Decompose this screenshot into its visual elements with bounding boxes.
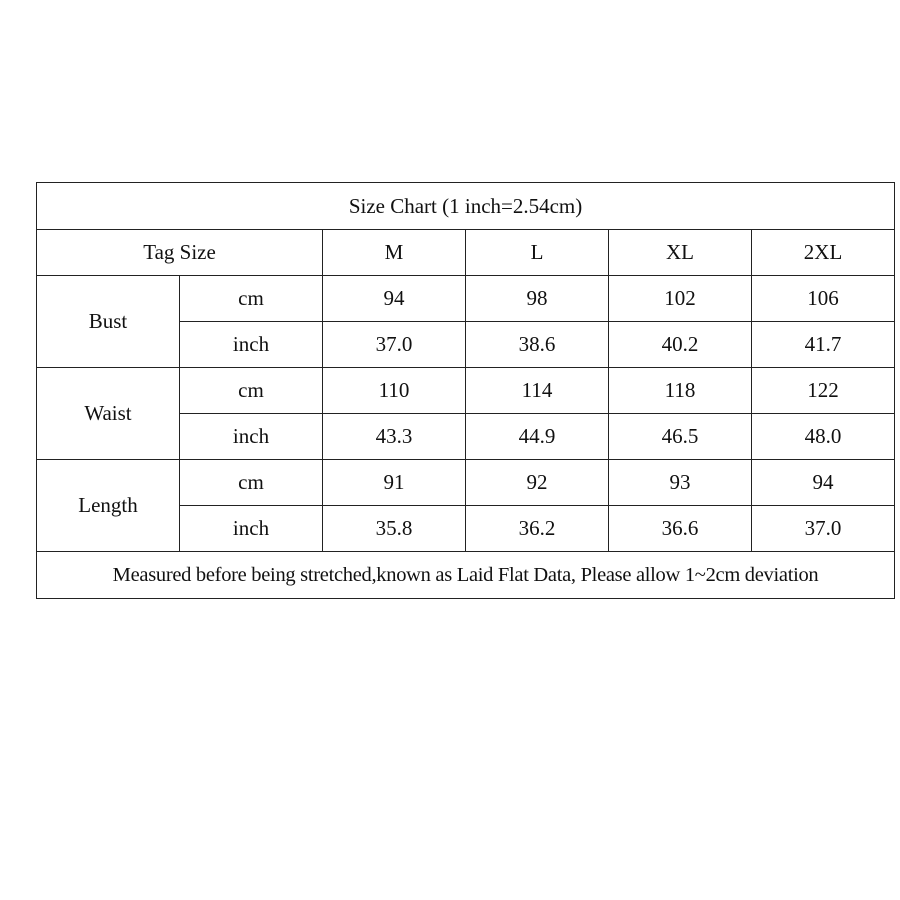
table-cell: 92: [466, 460, 609, 506]
table-cell: 48.0: [752, 414, 895, 460]
table-cell: 94: [752, 460, 895, 506]
table-cell: 102: [609, 276, 752, 322]
table-cell: 41.7: [752, 322, 895, 368]
header-row: [37, 230, 895, 276]
measurement-note: Measured before being stretched,known as Laid Flat Data, Please allow 1~2cm deviation: [37, 552, 895, 599]
table-cell: 37.0: [323, 322, 466, 368]
table-cell: 91: [323, 460, 466, 506]
unit-label: inch: [180, 506, 323, 552]
measurement-label-bust: Bust: [37, 276, 180, 368]
table-cell: 38.6: [466, 322, 609, 368]
unit-label: cm: [180, 460, 323, 506]
size-header-l: L: [466, 230, 609, 276]
table-cell: 93: [609, 460, 752, 506]
table-cell: 98: [466, 276, 609, 322]
table-cell: 94: [323, 276, 466, 322]
table-cell: 44.9: [466, 414, 609, 460]
unit-label: cm: [180, 368, 323, 414]
size-header-xl: XL: [609, 230, 752, 276]
table-cell: 106: [752, 276, 895, 322]
tag-size-label: Tag Size: [37, 230, 323, 276]
measurement-label-waist: Waist: [37, 368, 180, 460]
chart-title: Size Chart (1 inch=2.54cm): [37, 183, 895, 230]
table-row: [37, 460, 895, 506]
table-row: [37, 276, 895, 322]
table-cell: 114: [466, 368, 609, 414]
measurement-label-length: Length: [37, 460, 180, 552]
size-header-m: M: [323, 230, 466, 276]
unit-label: inch: [180, 414, 323, 460]
table-row: [37, 368, 895, 414]
size-header-2xl: 2XL: [752, 230, 895, 276]
table-cell: 36.6: [609, 506, 752, 552]
table-cell: 37.0: [752, 506, 895, 552]
unit-label: cm: [180, 276, 323, 322]
note-row: [37, 552, 895, 599]
table-cell: 36.2: [466, 506, 609, 552]
table-cell: 122: [752, 368, 895, 414]
table-cell: 110: [323, 368, 466, 414]
title-row: [37, 183, 895, 230]
size-chart-table: [36, 182, 895, 599]
table-cell: 43.3: [323, 414, 466, 460]
table-cell: 118: [609, 368, 752, 414]
unit-label: inch: [180, 322, 323, 368]
table-cell: 46.5: [609, 414, 752, 460]
table-cell: 40.2: [609, 322, 752, 368]
table-cell: 35.8: [323, 506, 466, 552]
